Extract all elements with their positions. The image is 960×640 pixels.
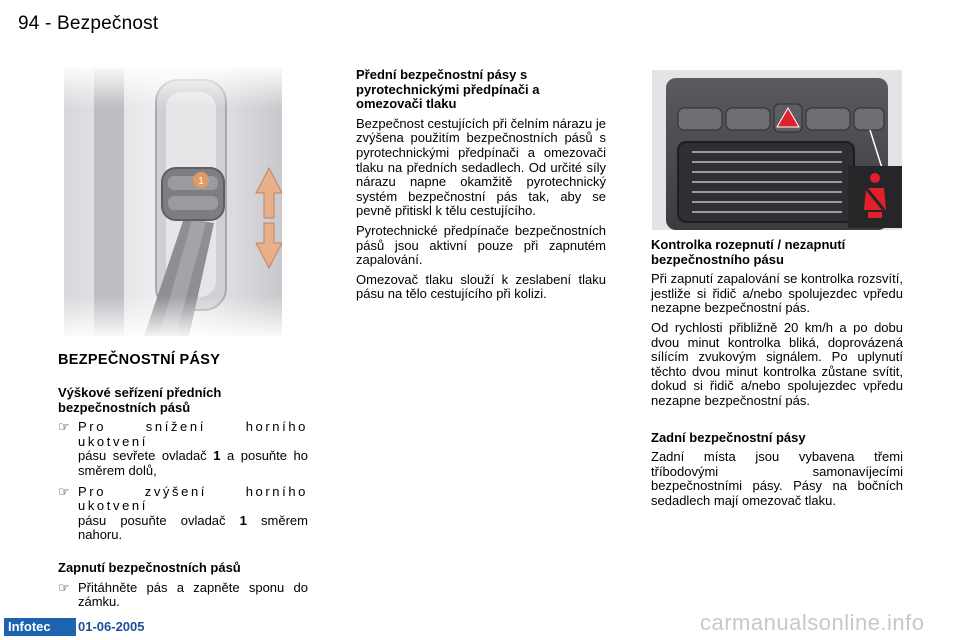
paragraph: Při zapnutí zapalování se kontrolka rozsvítí, jestliže si řidič a/nebo spolujezdec vpředu nezapne bezpečnostní pás. (651, 271, 903, 316)
infotec-logo: Infotec (4, 618, 76, 636)
pointing-hand-icon: ☞ (58, 483, 70, 499)
paragraph: Bezpečnost cestujících při čelním nárazu je zvýšena použitím bezpečnostních pásů s pyrotechnickými předpínači a omezovači tlaku na předních sedadlech. Od určité síly nárazu napne okamžitě pyrotechnický systém bezpečnostní pás tak, aby se pevně přitiskl k tělu cestujícího. (356, 115, 607, 219)
middle-column (356, 68, 606, 307)
list-item (58, 581, 308, 610)
subheading-fastening: Zapnutí bezpečnostních pásů (58, 559, 241, 575)
section-title: Bezpečnost (57, 13, 159, 34)
watermark: carmanualsonline.info (700, 610, 925, 635)
left-column (58, 386, 308, 616)
bullet-text: pásu posuňte ovladač (78, 512, 240, 528)
bullet-text-lead: Pro snížení horního ukotvení (78, 419, 308, 449)
subheading-warning-lamp: Kontrolka rozepnutí / nezapnutí bezpečnostního pásu (651, 237, 846, 267)
list-item (58, 485, 308, 543)
paragraph: Zadní místa jsou vybavena třemi tříbodovými samonavíjecími bezpečnostními pásy. Pásy na bočních sedadlech mají omezovač tlaku. (651, 449, 903, 508)
subheading-height-adjust: Výškové seřízení předních bezpečnostních pásů (58, 385, 222, 415)
list-item (58, 420, 308, 478)
footer-date: 01-06-2005 (78, 619, 145, 634)
right-column (651, 238, 903, 514)
bullet-text: pásu sevřete ovladač (78, 448, 214, 464)
bullet-text: směrem nahoru. (78, 512, 308, 543)
pointing-hand-icon: ☞ (58, 419, 70, 435)
control-number: 1 (239, 512, 247, 528)
header-separator: - (45, 13, 52, 34)
control-number: 1 (213, 448, 221, 464)
bullet-text: Přitáhněte pás a zapněte sponu do zámku. (78, 579, 308, 610)
dashboard-warning-lamp-illustration (652, 70, 902, 230)
paragraph: Pyrotechnické předpínače bezpečnostních pásů jsou aktivní pouze při zapnutém zapalování. (356, 222, 606, 268)
pointing-hand-icon: ☞ (58, 579, 70, 595)
subheading-pretensioners: Přední bezpečnostní pásy s pyrotechnickými předpínači a omezovači tlaku (356, 67, 540, 112)
page-number: 94 (18, 13, 40, 34)
page-header (18, 13, 158, 35)
subheading-rear-belts: Zadní bezpečnostní pásy (651, 429, 806, 445)
bullet-text: a posuňte ho směrem dolů, (78, 448, 308, 478)
paragraph: Omezovač tlaku slouží k zeslabení tlaku pásu na tělo cestujícího při kolizi. (356, 271, 606, 302)
section-heading-seat-belts: BEZPEČNOSTNÍ PÁSY (58, 352, 221, 368)
paragraph: Od rychlosti přibližně 20 km/h a po dobu dvou minut kontrolka bliká, doprovázená sílícím zvukovým signálem. Po uplynutí těchto dvou minut kontrolka zůstane svítit, dokud si řidič a/nebo spolujezdec vpředu nezapne bezpečnostní pás. (651, 319, 903, 408)
bullet-text-lead: Pro zvýšení horního ukotvení (78, 483, 308, 514)
belt-height-adjuster-illustration (64, 68, 282, 336)
